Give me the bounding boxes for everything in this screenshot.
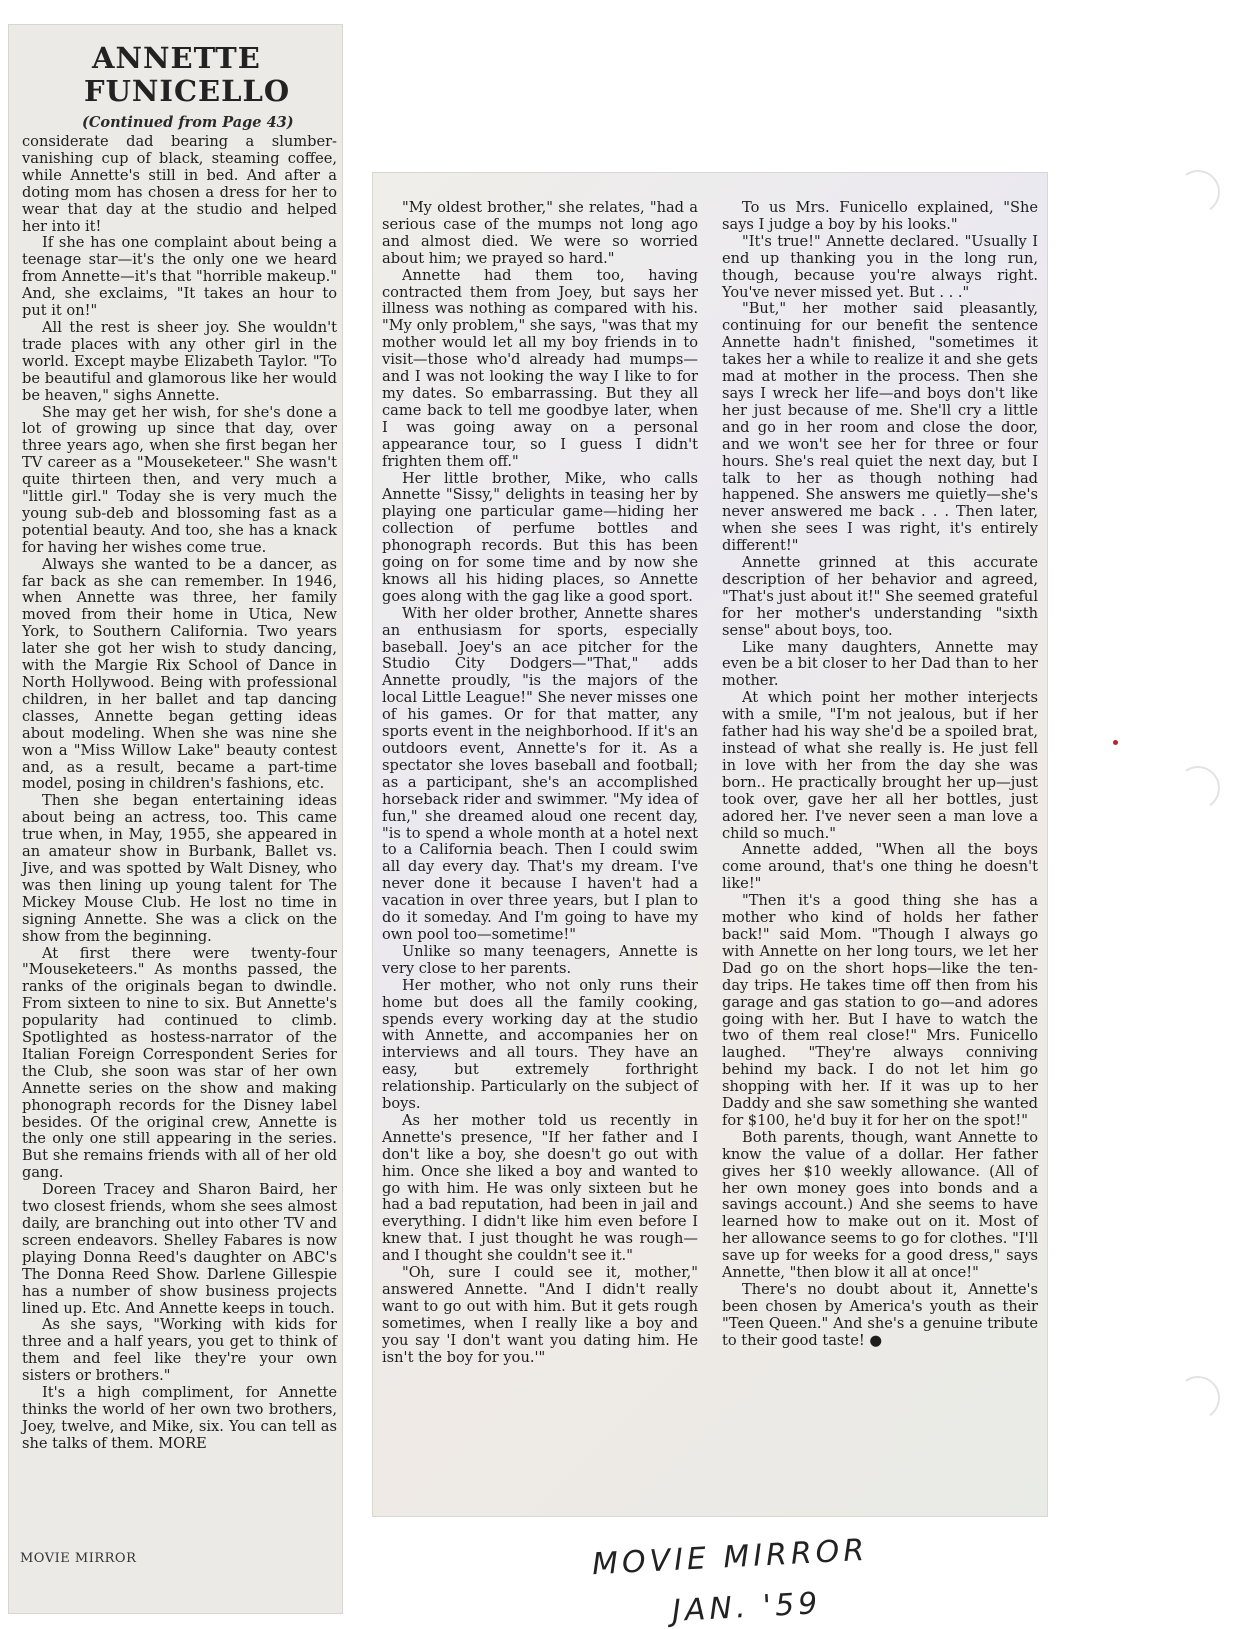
- paragraph: "Then it's a good thing she has a mother who kind of holds her father back!" said Mom. "Though I always go with Annette on her long tours, we let her Dad go on the short hops—like the ten-day trips. He takes time off then from his garage and gas station to go—and adores going with her. But I have to watch the two of them real close!" Mrs. Funicello laughed. "They're always conniving behind my back. I do not let him go shopping with her. If it was up to her Daddy and she saw something she wanted for $100, he'd buy it for her on the spot!": [722, 892, 1038, 1129]
- handwritten-source: MOVIE MIRROR: [591, 1532, 869, 1583]
- handwritten-date: JAN. '59: [671, 1586, 823, 1629]
- paragraph: Unlike so many teenagers, Annette is very close to her parents.: [382, 942, 698, 977]
- paragraph: To us Mrs. Funicello explained, "She says I judge a boy by his looks.": [722, 199, 1038, 233]
- punch-hole-mark: [1173, 167, 1224, 218]
- paragraph: With her older brother, Annette shares an enthusiasm for sports, especially baseball. Joey's an ace pitcher for the Studio City Dodgers—"That," adds Annette proudly, "is the majors of the local Little League!" She never misses one of his games. Or for that matter, any sports event in the neighborhood. If it's an outdoors event, Annette's for it. As a spectator she loves baseball and football; as a participant, she's an accomplished horseback rider and swimmer. "My idea of fun," she dreamed aloud one recent day, "is to spend a whole month at a hotel next to a California beach. Then I could swim all day every day. That's my dream. I've never done it because I haven't had a vacation in over three years, but I plan to do it someday. And I'm going to have my own pool too—sometime!": [382, 604, 698, 943]
- headline-line2: FUNICELLO: [84, 74, 291, 108]
- paragraph: Annette had them too, having contracted them from Joey, but says her illness was nothing as compared with his. "My only problem," she says, "was that my mother would let all my boy friends in to visit—those who'd already had mumps—and I was not looking the way I like to for my dates. So embarrassing. But they all came back to tell me goodbye later, when I was going away on a personal appearance tour, so I guess I didn't frighten them off.": [382, 266, 698, 470]
- continued-note: (Continued from Page 43): [82, 114, 294, 131]
- paragraph: There's no doubt about it, Annette's been chosen by America's youth as their "Teen Queen." And she's a genuine tribute to their good taste! ●: [722, 1281, 1038, 1349]
- middle-column-text: [382, 200, 698, 1367]
- headline-line1: ANNETTE: [92, 41, 261, 75]
- right-column-text: [722, 200, 1038, 1367]
- paragraph: Her mother, who not only runs their home but does all the family cooking, spends every working day at the studio with Annette, and accompanies her on interviews and all tours. They have an easy, but extremely forthright relationship. Particularly on the subject of boys.: [382, 976, 698, 1113]
- paragraph: "But," her mother said pleasantly, continuing for our benefit the sentence Annette hadn't finished, "sometimes it takes her a while to realize it and she gets mad at mother in the process. Then she says I wreck her life—and boys don't like her just because of me. She'll cry a little and go in her room and close the door, and we won't see her for three or four hours. She's real quiet the next day, but I talk to her as though nothing had happened. She answers me quietly—she's never answered me back . . . Then later, when she sees I was right, it's entirely different!": [722, 300, 1038, 555]
- paragraph: As her mother told us recently in Annette's presence, "If her father and I don't like a boy, she doesn't go out with him. Once she liked a boy and wanted to go with him. He was only sixteen but he had a bad reputation, had been in jail and everything. I didn't like him even before I knew that. I just thought he was rough—and I thought she couldn't see it.": [382, 1111, 698, 1265]
- paragraph: At first there were twenty-four "Mouseketeers." As months passed, the ranks of the originals began to dwindle. From sixteen to nine to six. But Annette's popularity had continued to climb. Spotlighted as hostess-narrator of the Italian Foreign Correspondent Series for the Club, she soon was star of her own Annette series on the show and making phonograph records for the Disney label besides. Of the original crew, Annette is the only one still appearing in the series. But she remains friends with all of her old gang.: [22, 944, 337, 1182]
- paragraph: considerate dad bearing a slumber-vanishing cup of black, steaming coffee, while Annette's still in bed. And after a doting mom has chosen a dress for her to wear that day at the studio and helped her into it!: [22, 133, 337, 235]
- article-clipping-left: [8, 24, 343, 1614]
- paragraph: Then she began entertaining ideas about being an actress, too. This came true when, in May, 1955, she appeared in an amateur show in Burbank, Ballet vs. Jive, and was spotted by Walt Disney, who was then lining up young talent for The Mickey Mouse Club. He lost no time in signing Annette. She was a click on the show from the beginning.: [22, 792, 337, 945]
- paragraph: Annette grinned at this accurate description of her behavior and agreed, "That's just about it!" She seemed grateful for her mother's understanding "sixth sense" about boys, too.: [722, 554, 1038, 639]
- paragraph: Both parents, though, want Annette to know the value of a dollar. Her father gives her $10 weekly allowance. (All of her own money goes into bonds and a savings account.) And she seems to have learned how to make out on it. Most of her allowance seems to go for clothes. "I'll save up for weeks for a good dress," says Annette, "then blow it all at once!": [722, 1128, 1038, 1282]
- paragraph: She may get her wish, for she's done a lot of growing up since that day, over three years ago, when she first began her TV career as a "Mouseketeer." She wasn't quite thirteen then, and very much a "little girl." Today she is very much the young sub-deb and blossoming fast as a potential beauty. And too, she has a knack for having her wishes come true.: [22, 403, 337, 556]
- paragraph: Her little brother, Mike, who calls Annette "Sissy," delights in teasing her by playing one particular game—hiding her collection of perfume bottles and phonograph records. But this has been going on for some time and by now she knows all his hiding places, so Annette goes along with the gag like a good sport.: [382, 469, 698, 605]
- paragraph: All the rest is sheer joy. She wouldn't trade places with any other girl in the world. Except maybe Elizabeth Taylor. "To be beautiful and glamorous like her would be heaven," sighs Annette.: [22, 318, 337, 404]
- paragraph: As she says, "Working with kids for three and a half years, you get to think of them and feel like they're your own sisters or brothers.": [22, 1316, 337, 1385]
- article-headline: [22, 42, 337, 108]
- paragraph: If she has one complaint about being a teenage star—it's the only one we heard from Annette—it's that "horrible makeup." And, she exclaims, "It takes an hour to put it on!": [22, 234, 337, 320]
- paragraph: "It's true!" Annette declared. "Usually I end up thanking you in the long run, though, because you're always right. You've never missed yet. But . . .": [722, 232, 1038, 301]
- paragraph: At which point her mother interjects with a smile, "I'm not jealous, but if her father had his way she'd be a spoiled brat, instead of what she really is. He just fell in love with her from the day she was born.. He practically brought her up—just took over, gave her all her bottles, just adored her. I've never seen a man love a child so much.": [722, 689, 1038, 842]
- paragraph: Like many daughters, Annette may even be a bit closer to her Dad than to her mother.: [722, 638, 1038, 690]
- paragraph: Annette added, "When all the boys come around, that's one thing he doesn't like!": [722, 841, 1038, 893]
- paragraph: Always she wanted to be a dancer, as far back as she can remember. In 1946, when Annette was three, her family moved from their home in Utica, New York, to Southern California. Two years later she got her wish to study dancing, with the Margie Rix School of Dance in North Hollywood. Being with professional children, in her ballet and tap dancing classes, Annette began getting ideas about modeling. When she was nine she won a "Miss Willow Lake" beauty contest and, as a result, became a part-time model, posing in children's fashions, etc.: [22, 555, 337, 793]
- paragraph: Doreen Tracey and Sharon Baird, her two closest friends, whom she sees almost daily, are branching out into other TV and screen endeavors. Shelley Fabares is now playing Donna Reed's daughter on ABC's The Donna Reed Show. Darlene Gillespie has a number of show business projects lined up. Etc. And Annette keeps in touch.: [22, 1181, 337, 1317]
- article-clipping-right: [372, 172, 1048, 1517]
- page-footer: MOVIE MIRROR: [20, 1551, 137, 1566]
- stray-mark: [1113, 740, 1118, 745]
- punch-hole-mark: [1173, 763, 1224, 814]
- paragraph: It's a high compliment, for Annette thinks the world of her own two brothers, Joey, twelve, and Mike, six. You can tell as she talks of them. MORE: [22, 1384, 337, 1452]
- left-column-text: [22, 134, 337, 1453]
- paragraph: "My oldest brother," she relates, "had a serious case of the mumps not long ago and almost died. We were so worried about him; we prayed so hard.": [382, 199, 698, 267]
- paragraph: "Oh, sure I could see it, mother," answered Annette. "And I didn't really want to go out with him. But it gets rough sometimes, when I really like a boy and you say 'I don't want you dating him. He isn't the boy for you.'": [382, 1264, 698, 1366]
- punch-hole-mark: [1173, 1373, 1224, 1424]
